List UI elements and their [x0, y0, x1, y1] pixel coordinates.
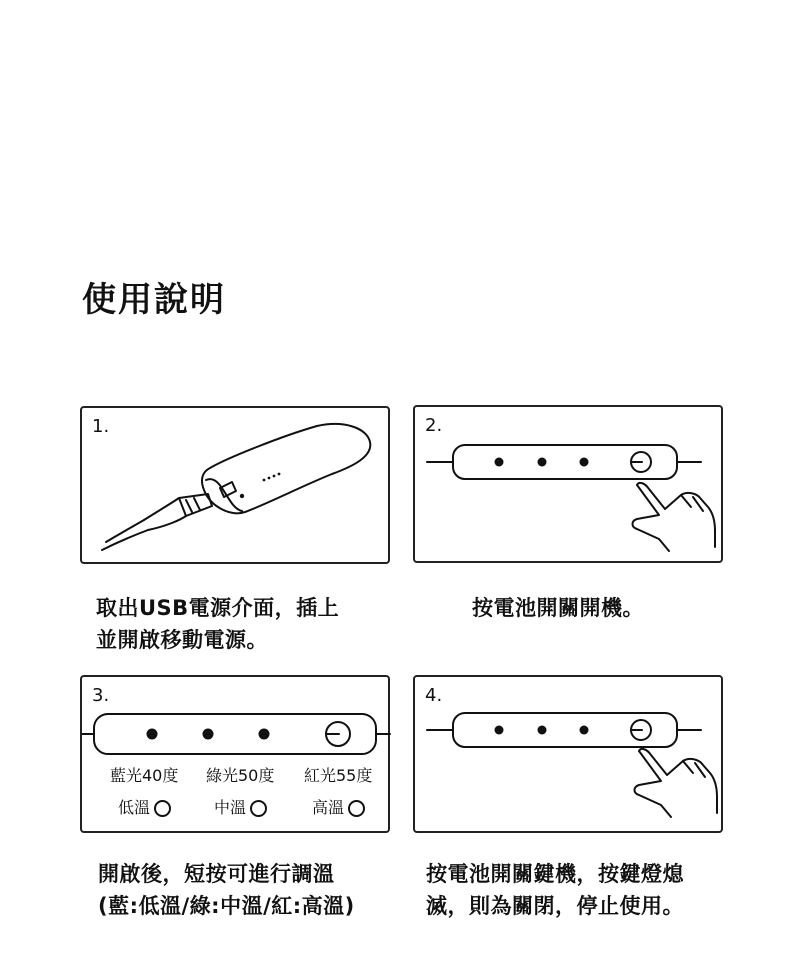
high-temp-label: 高溫	[312, 798, 345, 817]
mid-temp-label: 中溫	[214, 798, 247, 817]
step-1-number: 1.	[92, 416, 110, 437]
green-light-dot	[203, 729, 214, 740]
step-3-caption-line-2: (藍:低溫/綠:中溫/紅:高溫)	[98, 894, 355, 918]
high-temp-indicator	[312, 798, 365, 818]
step-4-panel	[413, 675, 723, 833]
step-1-caption-line-1: 取出USB電源介面，插上	[96, 596, 340, 620]
step-4-caption	[426, 858, 684, 922]
page-title: 使用說明	[82, 280, 226, 320]
led-dot	[240, 494, 244, 498]
step-4-caption-line-1: 按電池開關鍵機，按鍵燈熄	[426, 862, 684, 886]
step-1-caption-line-2: 並開啟移動電源。	[96, 628, 268, 652]
blue-light-label: 藍光40度	[110, 766, 179, 785]
low-temp-indicator	[118, 798, 171, 818]
step-2-number: 2.	[425, 415, 443, 436]
step-2-panel	[413, 405, 723, 563]
step-1-caption	[96, 592, 339, 656]
red-light-label: 紅光55度	[304, 766, 373, 785]
step-4-number: 4.	[425, 685, 443, 706]
low-temp-label: 低溫	[118, 798, 151, 817]
step-3-caption-line-1: 開啟後，短按可進行調溫	[98, 862, 335, 886]
step-4-caption-line-2: 滅，則為關閉，停止使用。	[426, 894, 684, 918]
controller-press-illustration	[415, 677, 725, 835]
circle-icon	[250, 800, 267, 817]
step-2-caption-line-1: 按電池開關開機。	[472, 596, 644, 620]
step-2-caption	[472, 592, 644, 624]
circle-icon	[348, 800, 365, 817]
step-3-number: 3.	[92, 685, 110, 706]
circle-icon	[154, 800, 171, 817]
step-3-panel	[80, 675, 390, 833]
step-3-caption	[98, 858, 355, 922]
controller-press-illustration	[415, 407, 725, 565]
red-light-dot	[259, 729, 270, 740]
blue-light-dot	[147, 729, 158, 740]
power-bank-illustration	[82, 408, 392, 566]
step-1-panel	[80, 406, 390, 564]
green-light-label: 綠光50度	[206, 766, 275, 785]
mid-temp-indicator	[214, 798, 267, 818]
